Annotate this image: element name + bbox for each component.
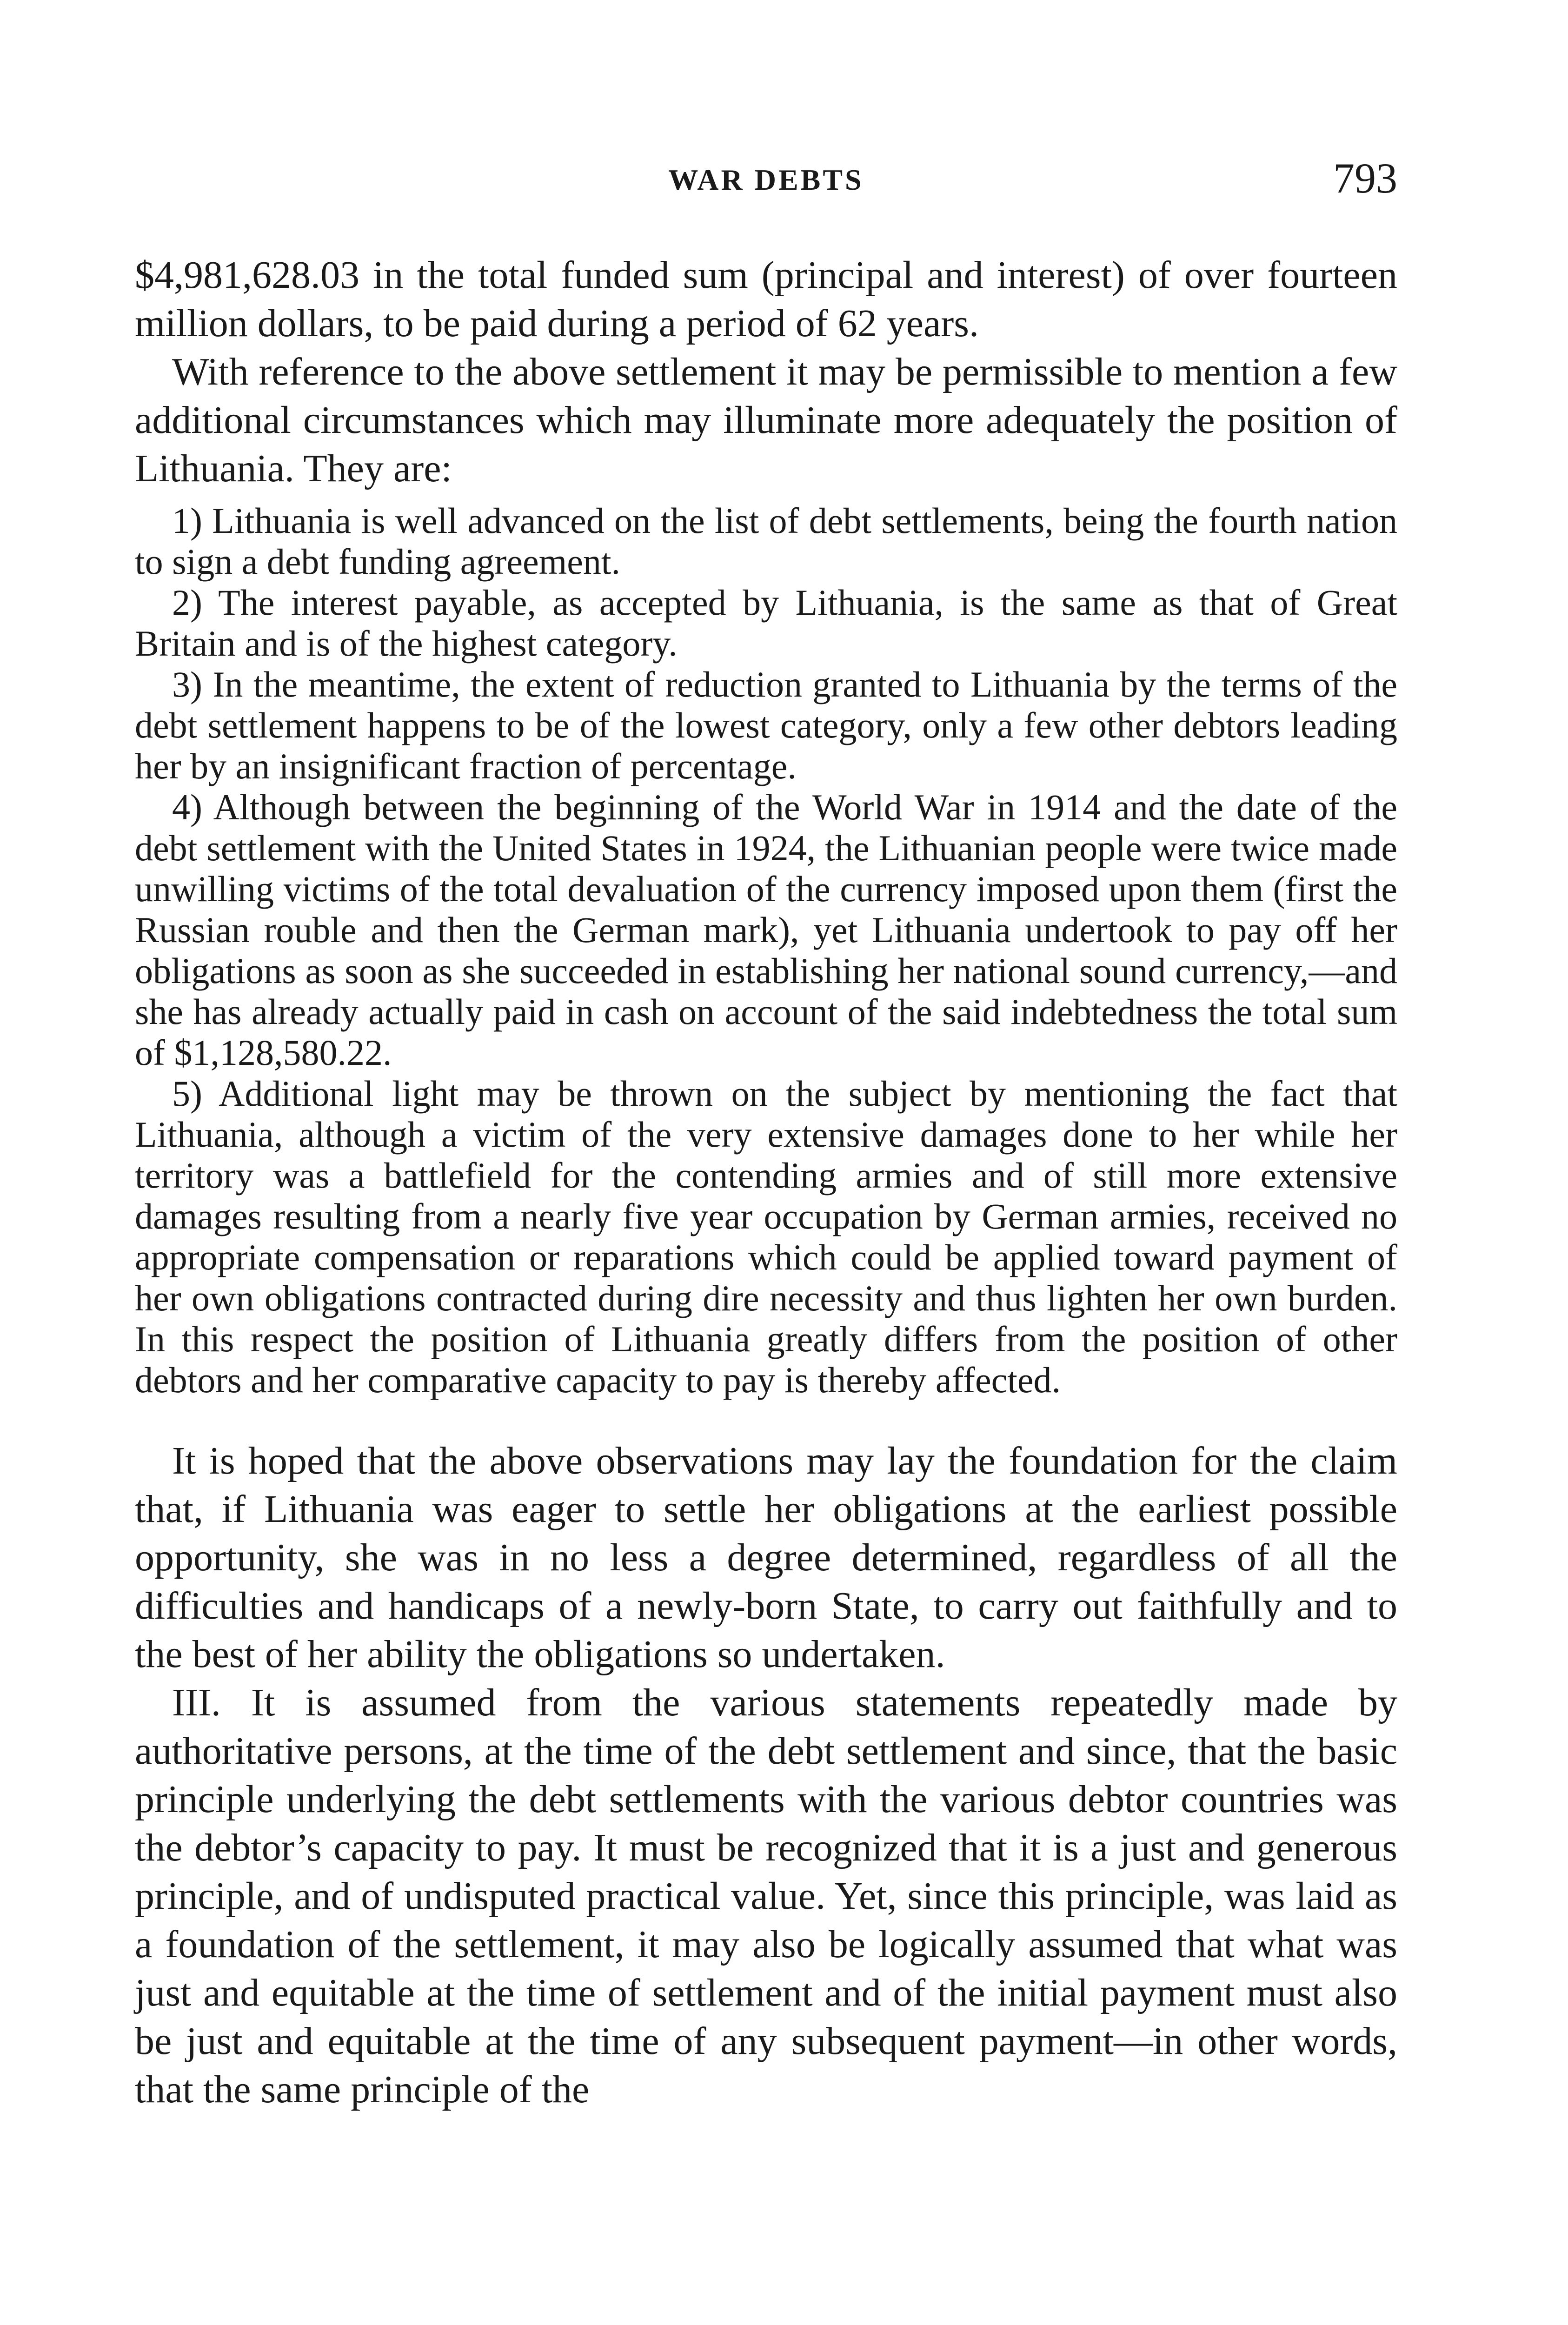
list-item-text: Although between the beginning of the World War in 1914 and the date of the debt settlement with the United States in 1924, the Lithuanian people were twice made unwilling victims of the total devaluation of the currency imposed upon them (first the Russian rouble and then the German mark), yet Lithuania undertook to pay off her obligations as soon as she succeeded in establishing her national sound currency,—and she has already actually paid in cash on account of the said indebtedness the total sum of $1,128,580.22. [135, 787, 1397, 1073]
list-item [135, 1073, 1397, 1401]
page-body [135, 251, 1397, 2114]
list-item [135, 664, 1397, 787]
page-number: 793 [1333, 154, 1397, 202]
list-item-number: 2) [172, 582, 202, 623]
list-item-text: The interest payable, as accepted by Lithuania, is the same as that of Great Britain and is of the highest category. [135, 582, 1398, 664]
list-item-number: 4) [172, 787, 202, 827]
reference-paragraph: With reference to the above settlement it may be permissible to mention a few additional circumstances which may illuminate more adequately the position of Lithuania. They are: [135, 350, 1397, 490]
running-title: WAR DEBTS [668, 163, 864, 196]
circumstances-list [135, 500, 1397, 1401]
opening-paragraph: $4,981,628.03 in the total funded sum (principal and interest) of over fourteen million dollars, to be paid during a period of 62 years. [135, 253, 1397, 345]
list-item-text: In the meantime, the extent of reduction granted to Lithuania by the terms of the debt settlement happens to be of the lowest category, only a few other debtors leading her by an insignificant fraction of percentage. [135, 664, 1397, 786]
list-item [135, 500, 1397, 582]
list-item-number: 5) [172, 1073, 202, 1114]
hope-paragraph: It is hoped that the above observations may lay the foundation for the claim that, if Lithuania was eager to settle her obligations at the earliest possible opportunity, she was in no less a degree determined, regardless of all the difficulties and handicaps of a newly-born State, to carry out faithfully and to the best of her ability the obligations so undertaken. [135, 1439, 1397, 1676]
list-item-text: Additional light may be thrown on the subject by mentioning the fact that Lithuania, although a victim of the very extensive damages done to her while her territory was a battlefield for the contending armies and of still more extensive damages resulting from a nearly five year occupation by German armies, received no appropriate compensation or reparations which could be applied toward payment of her own obligations contracted during dire necessity and thus lighten her own burden. In this respect the position of Lithuania greatly differs from the position of other debtors and her comparative capacity to pay is thereby affected. [135, 1073, 1397, 1400]
list-item-number: 1) [172, 500, 202, 541]
list-item [135, 787, 1397, 1073]
list-item-text: Lithuania is well advanced on the list of debt settlements, being the fourth nation to sign a debt funding agreement. [135, 500, 1397, 582]
list-item-number: 3) [172, 664, 202, 704]
page-header [135, 153, 1397, 209]
list-item [135, 582, 1397, 664]
section-iii-paragraph: III. It is assumed from the various statements repeatedly made by authoritative persons, at the time of the debt settlement and since, that the basic principle underlying the debt settlements with the various debtor countries was the debtor’s capacity to pay. It must be recognized that it is a just and generous principle, and of undisputed practical value. Yet, since this principle, was laid as a foundation of the settlement, it may also be logically assumed that what was just and equitable at the time of settlement and of the initial payment must also be just and equitable at the time of any subsequent payment—in other words, that the same principle of the [135, 1681, 1397, 2111]
